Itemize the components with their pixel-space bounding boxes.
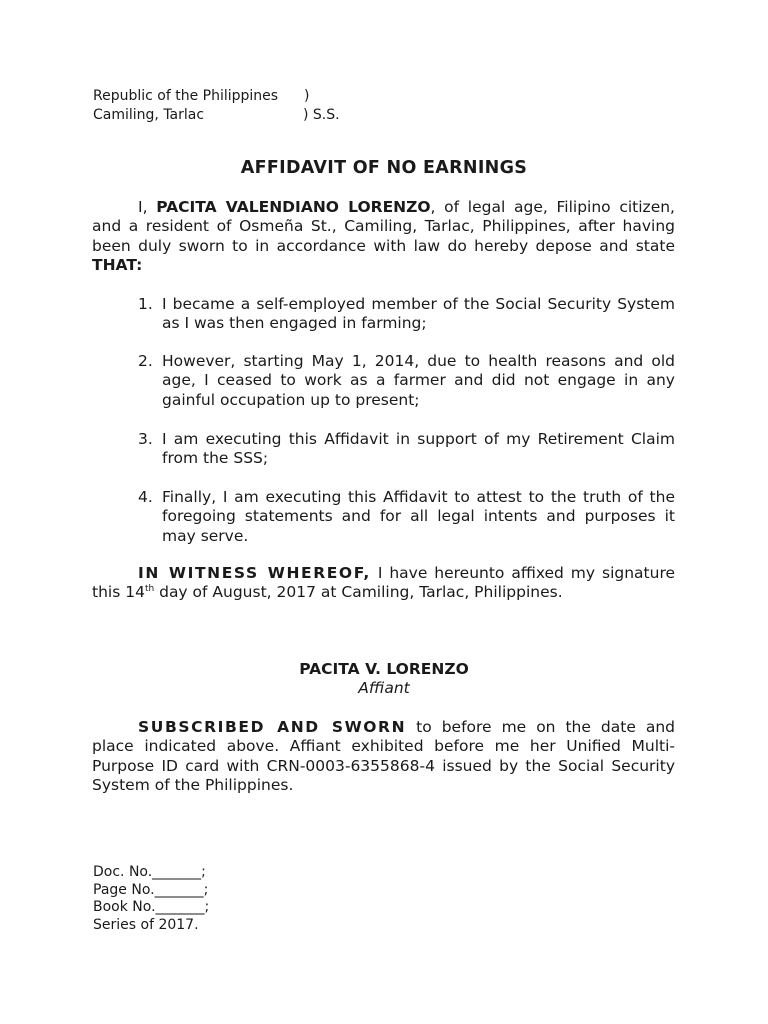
list-item — [138, 488, 675, 546]
venue-block — [93, 87, 340, 125]
witness-text-end: day of August, 2017 at Camiling, Tarlac, Philippines. — [154, 583, 563, 602]
notary-docs-block — [93, 864, 209, 934]
list-item — [138, 295, 675, 334]
venue-line-1 — [93, 87, 310, 106]
venue-line-2 — [93, 106, 340, 125]
list-item-number: 1. — [138, 295, 153, 313]
list-item-text: I am executing this Affidavit in support of my Retirement Claim from the SSS; — [162, 430, 675, 468]
intro-lead: I, — [138, 198, 157, 216]
venue-city: Camiling, Tarlac — [93, 107, 205, 123]
series-year: Series of 2017. — [93, 916, 199, 933]
venue-paren-1: ) — [304, 88, 310, 104]
witness-text: I have hereunto affixed my signature this 14 — [92, 564, 676, 602]
list-item-number: 2. — [138, 352, 153, 370]
list-item-text: I became a self-employed member of the Social Security System as I was then engaged in farming; — [162, 295, 675, 333]
book-number: Book No._______; — [93, 899, 210, 916]
subscribed-lead: SUBSCRIBED AND SWORN — [138, 718, 407, 736]
witness-paragraph — [92, 564, 675, 603]
witness-ordinal: th — [144, 584, 155, 595]
intro-text: , of legal age, Filipino citizen, and a resident of Osmeña St., Camiling, Tarlac, Philippines, after having been duly sworn to in accordance with law do hereby depose and state — [92, 198, 675, 255]
affiant-name: PACITA V. LORENZO — [299, 660, 469, 678]
list-item-number: 4. — [138, 488, 153, 506]
venue-paren-2: ) S.S. — [303, 107, 340, 123]
list-item-text: However, starting May 1, 2014, due to health reasons and old age, I ceased to work as a farmer and did not engage in any gainful occupation up to present; — [162, 352, 675, 409]
page-number: Page No._______; — [93, 881, 209, 898]
list-item — [138, 352, 675, 410]
intro-paragraph — [92, 198, 675, 276]
witness-lead: IN WITNESS WHEREOF, — [138, 564, 371, 582]
doc-number: Doc. No._______; — [93, 864, 206, 880]
list-item-number: 3. — [138, 430, 153, 448]
document-title: AFFIDAVIT OF NO EARNINGS — [240, 158, 528, 178]
list-item-text: Finally, I am executing this Affidavit to attest to the truth of the foregoing statements and for all legal intents and purposes it may serve. — [162, 488, 675, 545]
subscribed-text: to before me on the date and place indicated above. Affiant exhibited before me her Unified Multi-Purpose ID card with CRN-0003-6355868-4 issued by the Social Security System of the Philippines. — [92, 718, 675, 795]
affiant-full-name: PACITA VALENDIANO LORENZO — [156, 198, 431, 216]
list-item — [138, 430, 675, 469]
intro-that: THAT: — [92, 256, 143, 275]
affiant-label: Affiant — [358, 679, 410, 697]
venue-country: Republic of the Philippines — [93, 88, 279, 104]
subscribed-paragraph — [92, 718, 675, 796]
